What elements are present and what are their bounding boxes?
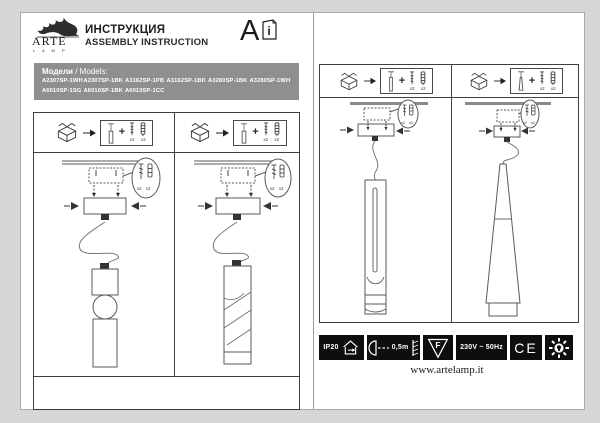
instruction-page [20,12,585,410]
doc-letter: A [240,15,260,47]
power-cable [503,142,519,164]
lamp-body [92,263,118,367]
power-cable [213,222,248,262]
ceiling-canopy [479,126,535,142]
carton-box-icon [55,122,79,143]
step-box [320,65,451,97]
screw-icon [538,71,546,86]
ceiling-canopy [64,198,146,220]
wall-plug-icon [419,71,427,86]
distance-label: 0,5m [391,344,409,351]
screw-icon [128,122,136,137]
pendant-lamp-glyph-icon [516,70,526,92]
models-list [42,79,291,95]
mounting-bracket [364,108,390,131]
voltage-label: 230V ~ 50Hz [460,344,503,351]
anchor-part [549,71,557,92]
power-cable [79,222,118,263]
step-box [451,65,580,97]
mounting-bracket [497,110,519,132]
ceiling-line [465,102,551,105]
plus-sign: + [252,126,259,138]
booklet-letter: i [267,24,271,38]
assembly-diagram-3 [320,97,451,324]
qty-label: x2 [401,121,406,125]
qty-label: x2 [270,186,275,191]
model-code: A3162SP-1PB [125,78,165,84]
models-panel [34,63,299,100]
qty-label: x2 [523,121,528,125]
qty-label: x2 [539,85,545,91]
model-code: A2307SP-1BK [83,78,123,84]
model-code: A3162SP-1BK [166,78,206,84]
right-arrow-icon [494,76,506,86]
certification-strip [319,335,575,360]
model-code: A3280SP-1WH [249,78,291,84]
model-code: A6010SP-1SG [42,87,82,94]
qty-label: x2 [550,85,556,91]
carton-box-icon [188,122,212,143]
screw-part [538,71,546,92]
brand-name: ARTE [32,34,67,48]
qty-label: x2 [129,137,135,143]
models-label: Модели / Models: [42,67,108,76]
wall-plug-icon [139,122,147,137]
model-code: A6010SP-1CC [125,87,165,94]
assembly-diagram-1 [34,152,174,376]
model-code: A6010SP-1BK [83,87,123,94]
ceiling-canopy [340,124,410,141]
lamp-body [486,164,520,316]
qty-label: x2 [420,85,426,91]
house-arrow-icon [341,339,360,356]
power-cable [373,141,378,180]
carton-box-icon [338,72,360,91]
screw-part [128,122,136,143]
ce-mark-label: CE [514,339,538,356]
ip-rating-label: IP20 [323,344,339,351]
lamp-body [224,260,251,364]
right-arrow-icon [216,128,229,138]
badge-min-distance [367,335,420,360]
parts-box [233,120,286,146]
parts-box [380,68,433,94]
qty-label: x2 [409,85,415,91]
step-box [34,113,174,152]
screw-part [262,122,270,143]
model-code: A3280SP-1BK [208,78,248,84]
qty-label: x2 [263,137,269,143]
mounting-bracket [89,168,123,197]
badge-ce-mark [510,335,542,360]
ceiling-canopy [198,198,278,220]
ceiling-line [350,102,428,105]
qty-label: x2 [279,186,284,191]
wall-plug-icon [549,71,557,86]
brand-letters: L A M P [33,48,68,53]
plus-sign: + [528,74,536,87]
booklet-info-icon [261,19,278,41]
page-fold-divider [313,13,314,409]
lamp-to-surface-icon [368,339,390,357]
detail-ellipse [255,159,291,197]
assembly-diagram-4 [451,97,580,324]
right-arrow-icon [83,128,96,138]
page-title-en: ASSEMBLY INSTRUCTION [85,37,209,48]
anchor-part [419,71,427,92]
parts-box [100,120,153,146]
divider [34,376,299,377]
surface-hatch-icon [410,339,419,357]
wall-plug-icon [273,122,281,137]
instruction-panel-right [319,64,579,323]
badge-voltage [456,335,507,360]
lamp-body [365,180,386,314]
qty-label: x2 [274,137,280,143]
qty-label: x2 [146,186,151,191]
qty-label: x2 [409,121,414,125]
radiating-bulb-icon [548,337,570,359]
website-url: www.artelamp.it [410,364,484,376]
carton-box-icon [468,72,490,91]
badge-heat [545,335,573,360]
step-box [174,113,301,152]
ceiling-line [194,161,274,164]
badge-f-mark [423,335,453,360]
badge-ip20 [319,335,364,360]
instruction-panel-left [33,112,300,410]
screw-icon [408,71,416,86]
model-code: A2307SP-1WH [42,78,83,84]
parts-box [510,68,563,94]
screw-icon [262,122,270,137]
f-triangle-icon [425,337,451,359]
qty-label: x2 [140,137,146,143]
pendant-lamp-glyph-icon [106,122,116,144]
right-arrow-icon [364,76,376,86]
assembly-diagram-2 [174,152,301,376]
anchor-part [139,122,147,143]
mounting-bracket [221,168,255,197]
plus-sign: + [398,74,406,87]
ceiling-line [62,161,140,164]
anchor-part [273,122,281,143]
pendant-lamp-glyph-icon [239,122,249,144]
screw-part [408,71,416,92]
qty-label: x2 [531,121,536,125]
qty-label: x2 [137,186,142,191]
f-mark-letter: F [435,339,441,350]
pendant-lamp-glyph-icon [386,70,396,92]
plus-sign: + [118,126,126,138]
page-title-ru: ИНСТРУКЦИЯ [85,24,166,36]
